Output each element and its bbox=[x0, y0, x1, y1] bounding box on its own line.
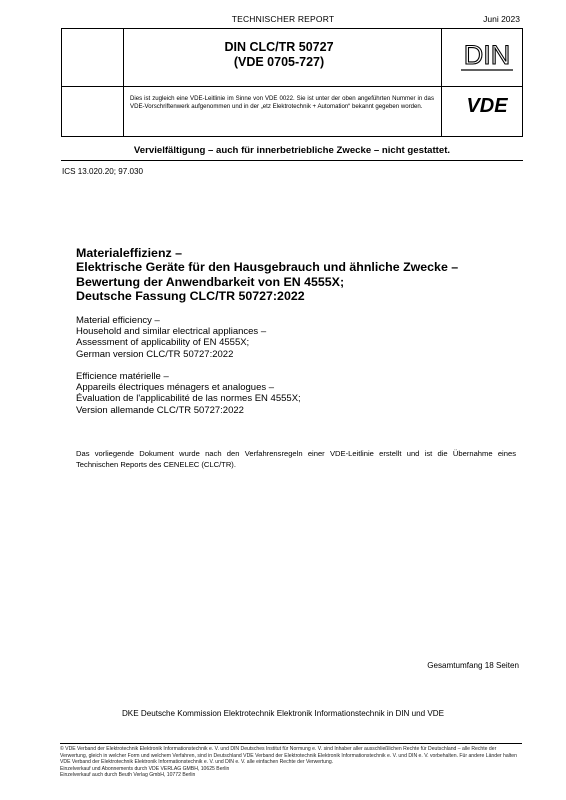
sales-vde: Einzelverkauf und Abonnements durch VDE VERLAG GMBH, 10625 Berlin bbox=[60, 765, 230, 772]
vde-logo-text: VDE bbox=[466, 95, 508, 116]
vde-logo bbox=[452, 94, 522, 116]
din-logo bbox=[457, 36, 517, 72]
frame-divider-2 bbox=[61, 136, 523, 137]
frame-divider-3 bbox=[61, 160, 523, 161]
frame-col-2 bbox=[441, 28, 442, 136]
title-german-line: Bewertung der Anwendbarkeit von EN 4555X; bbox=[76, 274, 345, 289]
vde-number: (VDE 0705-727) bbox=[233, 55, 325, 69]
title-english-line: Household and similar electrical appliances – bbox=[76, 326, 267, 338]
legal-notice bbox=[60, 746, 522, 779]
ics-code: ICS 13.020.20; 97.030 bbox=[62, 167, 144, 176]
title-french-line: Évaluation de l'applicabilité de las normes EN 4555X; bbox=[76, 393, 301, 405]
title-german bbox=[76, 246, 458, 304]
title-french-line: Appareils électriques ménagers et analogues – bbox=[76, 382, 275, 394]
din-logo-text: DIN bbox=[463, 40, 511, 70]
reproduction-notice: Vervielfältigung – auch für innerbetriebliche Zwecke – nicht gestattet. bbox=[133, 145, 451, 156]
frame-right bbox=[522, 28, 523, 136]
frame-divider-1 bbox=[61, 86, 523, 87]
frame-left bbox=[61, 28, 62, 136]
copyright-text: © VDE Verband der Elektrotechnik Elektronik Informationstechnik e. V. und DIN Deutsches Institut für Normung e. V. sind Inhaber aller ausschließlichen Rechte für Deutschland – alle Rechte der Verwertung, gleich in welcher Form und welchem Verfahren, sind in Deutschland VDE Verband der Elektrotechnik Elektronik Informationstechnik e. V. und DIN e. V. vorbehalten. Für andere Länder halten VDE Verband der Elektrotechnik Elektronik Informationstechnik e. V. und DIN e. V. alle einfachen Rechte der Verwertung. bbox=[60, 746, 517, 765]
sales-beuth: Einzelverkauf auch durch Beuth Verlag GmbH, 10772 Berlin bbox=[60, 772, 196, 778]
abstract: Das vorliegende Dokument wurde nach den Verfahrensregeln einer VDE-Leitlinie erstellt und ist die Übernahme eines Technischen Reports des CENELEC (CLC/TR). bbox=[76, 449, 516, 470]
title-english bbox=[76, 315, 266, 360]
standard-number: DIN CLC/TR 50727 bbox=[224, 40, 334, 54]
title-french-line: Version allemande CLC/TR 50727:2022 bbox=[76, 404, 244, 416]
standard-number-block bbox=[124, 40, 434, 70]
committee: DKE Deutsche Kommission Elektrotechnik Elektronik Informationstechnik in DIN und VDE bbox=[121, 709, 445, 718]
title-german-line: Deutsche Fassung CLC/TR 50727:2022 bbox=[76, 289, 305, 304]
title-english-line: Material efficiency – bbox=[76, 315, 160, 326]
total-pages: Gesamtumfang 18 Seiten bbox=[427, 661, 519, 670]
title-english-line: German version CLC/TR 50727:2022 bbox=[76, 348, 234, 360]
title-english-line: Assessment of applicability of EN 4555X; bbox=[76, 337, 250, 349]
title-french-line: Efficience matérielle – bbox=[76, 371, 169, 382]
title-german-line: Materialeffizienz – bbox=[76, 246, 183, 260]
legal-divider bbox=[60, 743, 522, 744]
title-german-line: Elektrische Geräte für den Hausgebrauch und ähnliche Zwecke – bbox=[76, 260, 459, 275]
title-french bbox=[76, 371, 301, 416]
vde-guideline-note: Dies ist zugleich eine VDE-Leitlinie im Sinne von VDE 0022. Sie ist unter der oben angeführten Nummer in das VDE-Vorschriftenwerk aufgenommen und in der „etz Elektrotechnik + Automation“ bekannt gegeben worden. bbox=[130, 95, 434, 111]
frame-top bbox=[61, 28, 523, 29]
report-date: Juni 2023 bbox=[483, 14, 520, 24]
report-type: TECHNISCHER REPORT bbox=[231, 14, 335, 24]
